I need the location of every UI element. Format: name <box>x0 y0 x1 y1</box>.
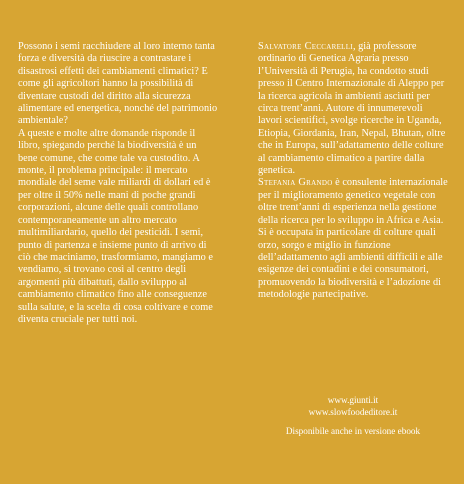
synopsis-column <box>18 41 218 326</box>
author-name-ceccarelli: Salvatore Ceccarelli <box>258 41 353 52</box>
link-slowfood[interactable]: www.slowfoodeditore.it <box>308 406 398 417</box>
synopsis-paragraph-2: A queste e molte altre domande risponde il libro, spiegando perché la biodiversità è un bene comune, che come tale va custodito. A monte, il problema principale: il mercato mondiale del seme vale miliardi di dollari ed è per oltre il 50% nelle mani di poche grandi corporazioni, alcune delle quali controllano contemporaneamente un altro mercato multimiliardario, quello dei pesticidi. I semi, punto di partenza e insieme punto di arrivo di ciò che maciniamo, trasformiamo, mangiamo e vendiamo, si trovano così al centro degli argomenti più dibattuti, dallo sviluppo al cambiamento climatico fino alle conseguenze sulla salute, e la scelta di cosa coltivare e come diventa cruciale per tutti noi. <box>18 127 214 325</box>
publisher-links <box>258 395 448 418</box>
author-name-grando: Stefania Grando <box>258 177 333 189</box>
link-giunti[interactable]: www.giunti.it <box>327 395 379 405</box>
author-bio-text-ceccarelli: , già professore ordinario di Genetica Agraria presso l’Università di Perugia, ha condotto studi presso il Centro Internazionale di Aleppo per la ricerca agricola in ambienti asciutti per circa trent’anni. Autore di innumerevoli lavori scientifici, svolge ricerche in Uganda, Etiopia, Giordania, Iran, Nepal, Bhutan, oltre che in Europa, sull’adattamento delle colture al cambiamento climatico a partire dalla genetica. <box>258 41 446 177</box>
author-bio-grando <box>258 177 448 301</box>
synopsis-paragraph-1: Possono i semi racchiudere al loro interno tanta forza e diversità da riuscire a contrastare i disastrosi effetti dei cambiamenti climatici? E come gli agricoltori hanno la possibilità di diventare custodi del diritto alla sicurezza alimentare ed energetica, nonché del patrimonio ambientale? <box>18 41 218 127</box>
authors-column <box>258 41 448 302</box>
author-bio-text-grando: è consulente internazionale per il miglioramento genetico vegetale con oltre trent’anni di esperienza nella gestione della ricerca per lo sviluppo in Africa e Asia. Si è occupata in particolare di colture quali orzo, sorgo e miglio in funzione dell’adattamento agli ambienti difficili e alle esigenze dei contadini e dei consumatori, promuovendo la biodiversità e l’adozione di metodologie partecipative. <box>258 177 448 301</box>
ebook-availability: Disponibile anche in versione ebook <box>285 426 421 436</box>
author-bio-ceccarelli <box>258 41 448 177</box>
